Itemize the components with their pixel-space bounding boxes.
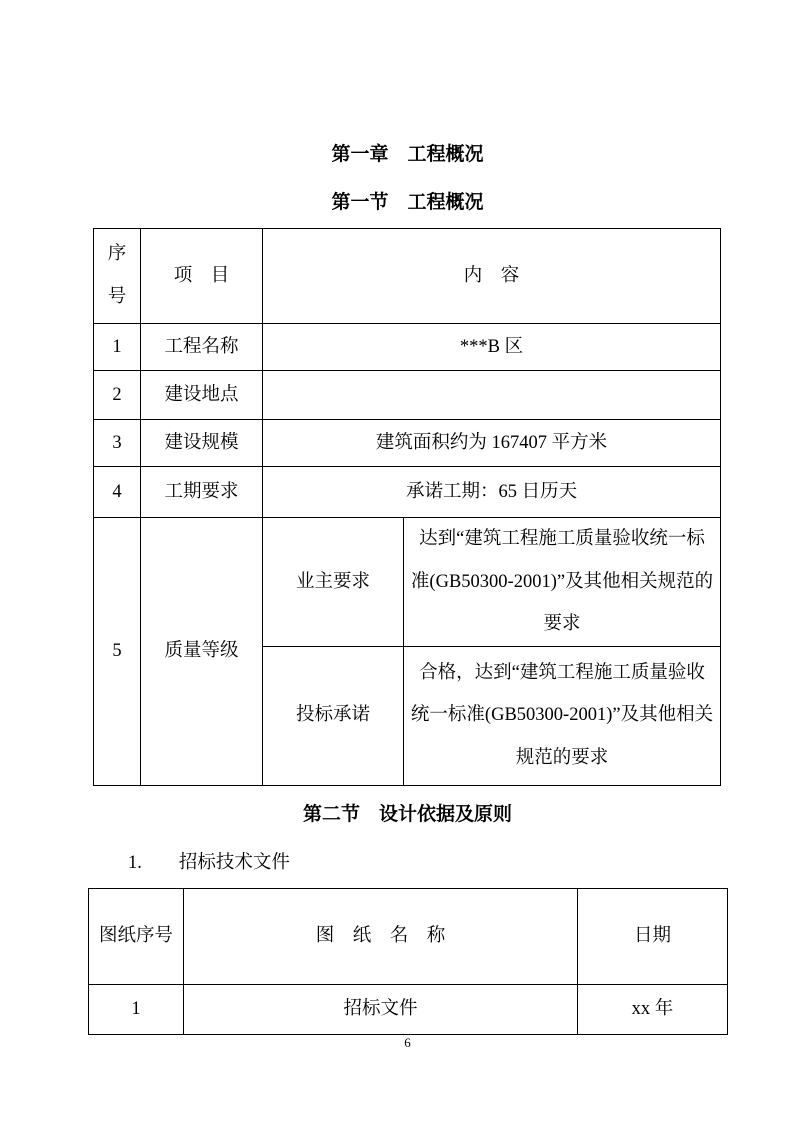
- overview-header-no: 序号: [94, 229, 141, 324]
- overview-row-3-no: 3: [94, 420, 141, 467]
- drawings-row-1-no: 1: [89, 985, 184, 1035]
- overview-row-5-item: 质量等级: [141, 518, 263, 786]
- overview-table: [93, 228, 721, 786]
- table-row: [89, 985, 728, 1035]
- drawings-header-name: 图 纸 名 称: [184, 889, 578, 985]
- drawings-row-1-name: 招标文件: [184, 985, 578, 1035]
- overview-header-content: 内 容: [263, 229, 721, 324]
- overview-header-row: [94, 229, 721, 324]
- overview-row-4-no: 4: [94, 467, 141, 518]
- overview-row-1-no: 1: [94, 324, 141, 371]
- overview-row-1-item: 工程名称: [141, 324, 263, 371]
- overview-row-4-item: 工期要求: [141, 467, 263, 518]
- drawings-header-no: 图纸序号: [89, 889, 184, 985]
- drawings-table: [88, 888, 728, 1035]
- overview-row-3-item: 建设规模: [141, 420, 263, 467]
- table-row: [94, 420, 721, 467]
- chapter-title: 第一章 工程概况: [331, 144, 484, 165]
- overview-row-2-no: 2: [94, 371, 141, 420]
- table-row: [94, 518, 721, 647]
- drawings-header-date: 日期: [578, 889, 728, 985]
- table-row: [94, 371, 721, 420]
- drawings-row-1-date: xx 年: [578, 985, 728, 1035]
- drawings-header-row: [89, 889, 728, 985]
- overview-row-1-content: ***B 区: [263, 324, 721, 371]
- section-title-1: 第一节 工程概况: [331, 192, 484, 213]
- table-row: [94, 467, 721, 518]
- overview-header-item: 项 目: [141, 229, 263, 324]
- overview-row-5-subcontent-owner: 达到“建筑工程施工质量验收统一标准(GB50300-2001)”及其他相关规范的要求: [404, 518, 721, 647]
- overview-row-2-item: 建设地点: [141, 371, 263, 420]
- overview-row-5-no: 5: [94, 518, 141, 786]
- overview-row-5-sublabel-bid: 投标承诺: [263, 646, 404, 785]
- overview-row-2-content: [263, 371, 721, 420]
- overview-row-3-content: 建筑面积约为 167407 平方米: [263, 420, 721, 467]
- table-row: [94, 324, 721, 371]
- overview-row-4-content: 承诺工期：65 日历天: [263, 467, 721, 518]
- page-number: 6: [404, 1035, 411, 1050]
- list-item-bidding-documents: 1. 招标技术文件: [128, 853, 290, 873]
- section-title-2: 第二节 设计依据及原则: [302, 804, 512, 825]
- overview-row-5-subcontent-bid: 合格，达到“建筑工程施工质量验收统一标准(GB50300-2001)”及其他相关规范的要求: [404, 646, 721, 785]
- overview-row-5-sublabel-owner: 业主要求: [263, 518, 404, 647]
